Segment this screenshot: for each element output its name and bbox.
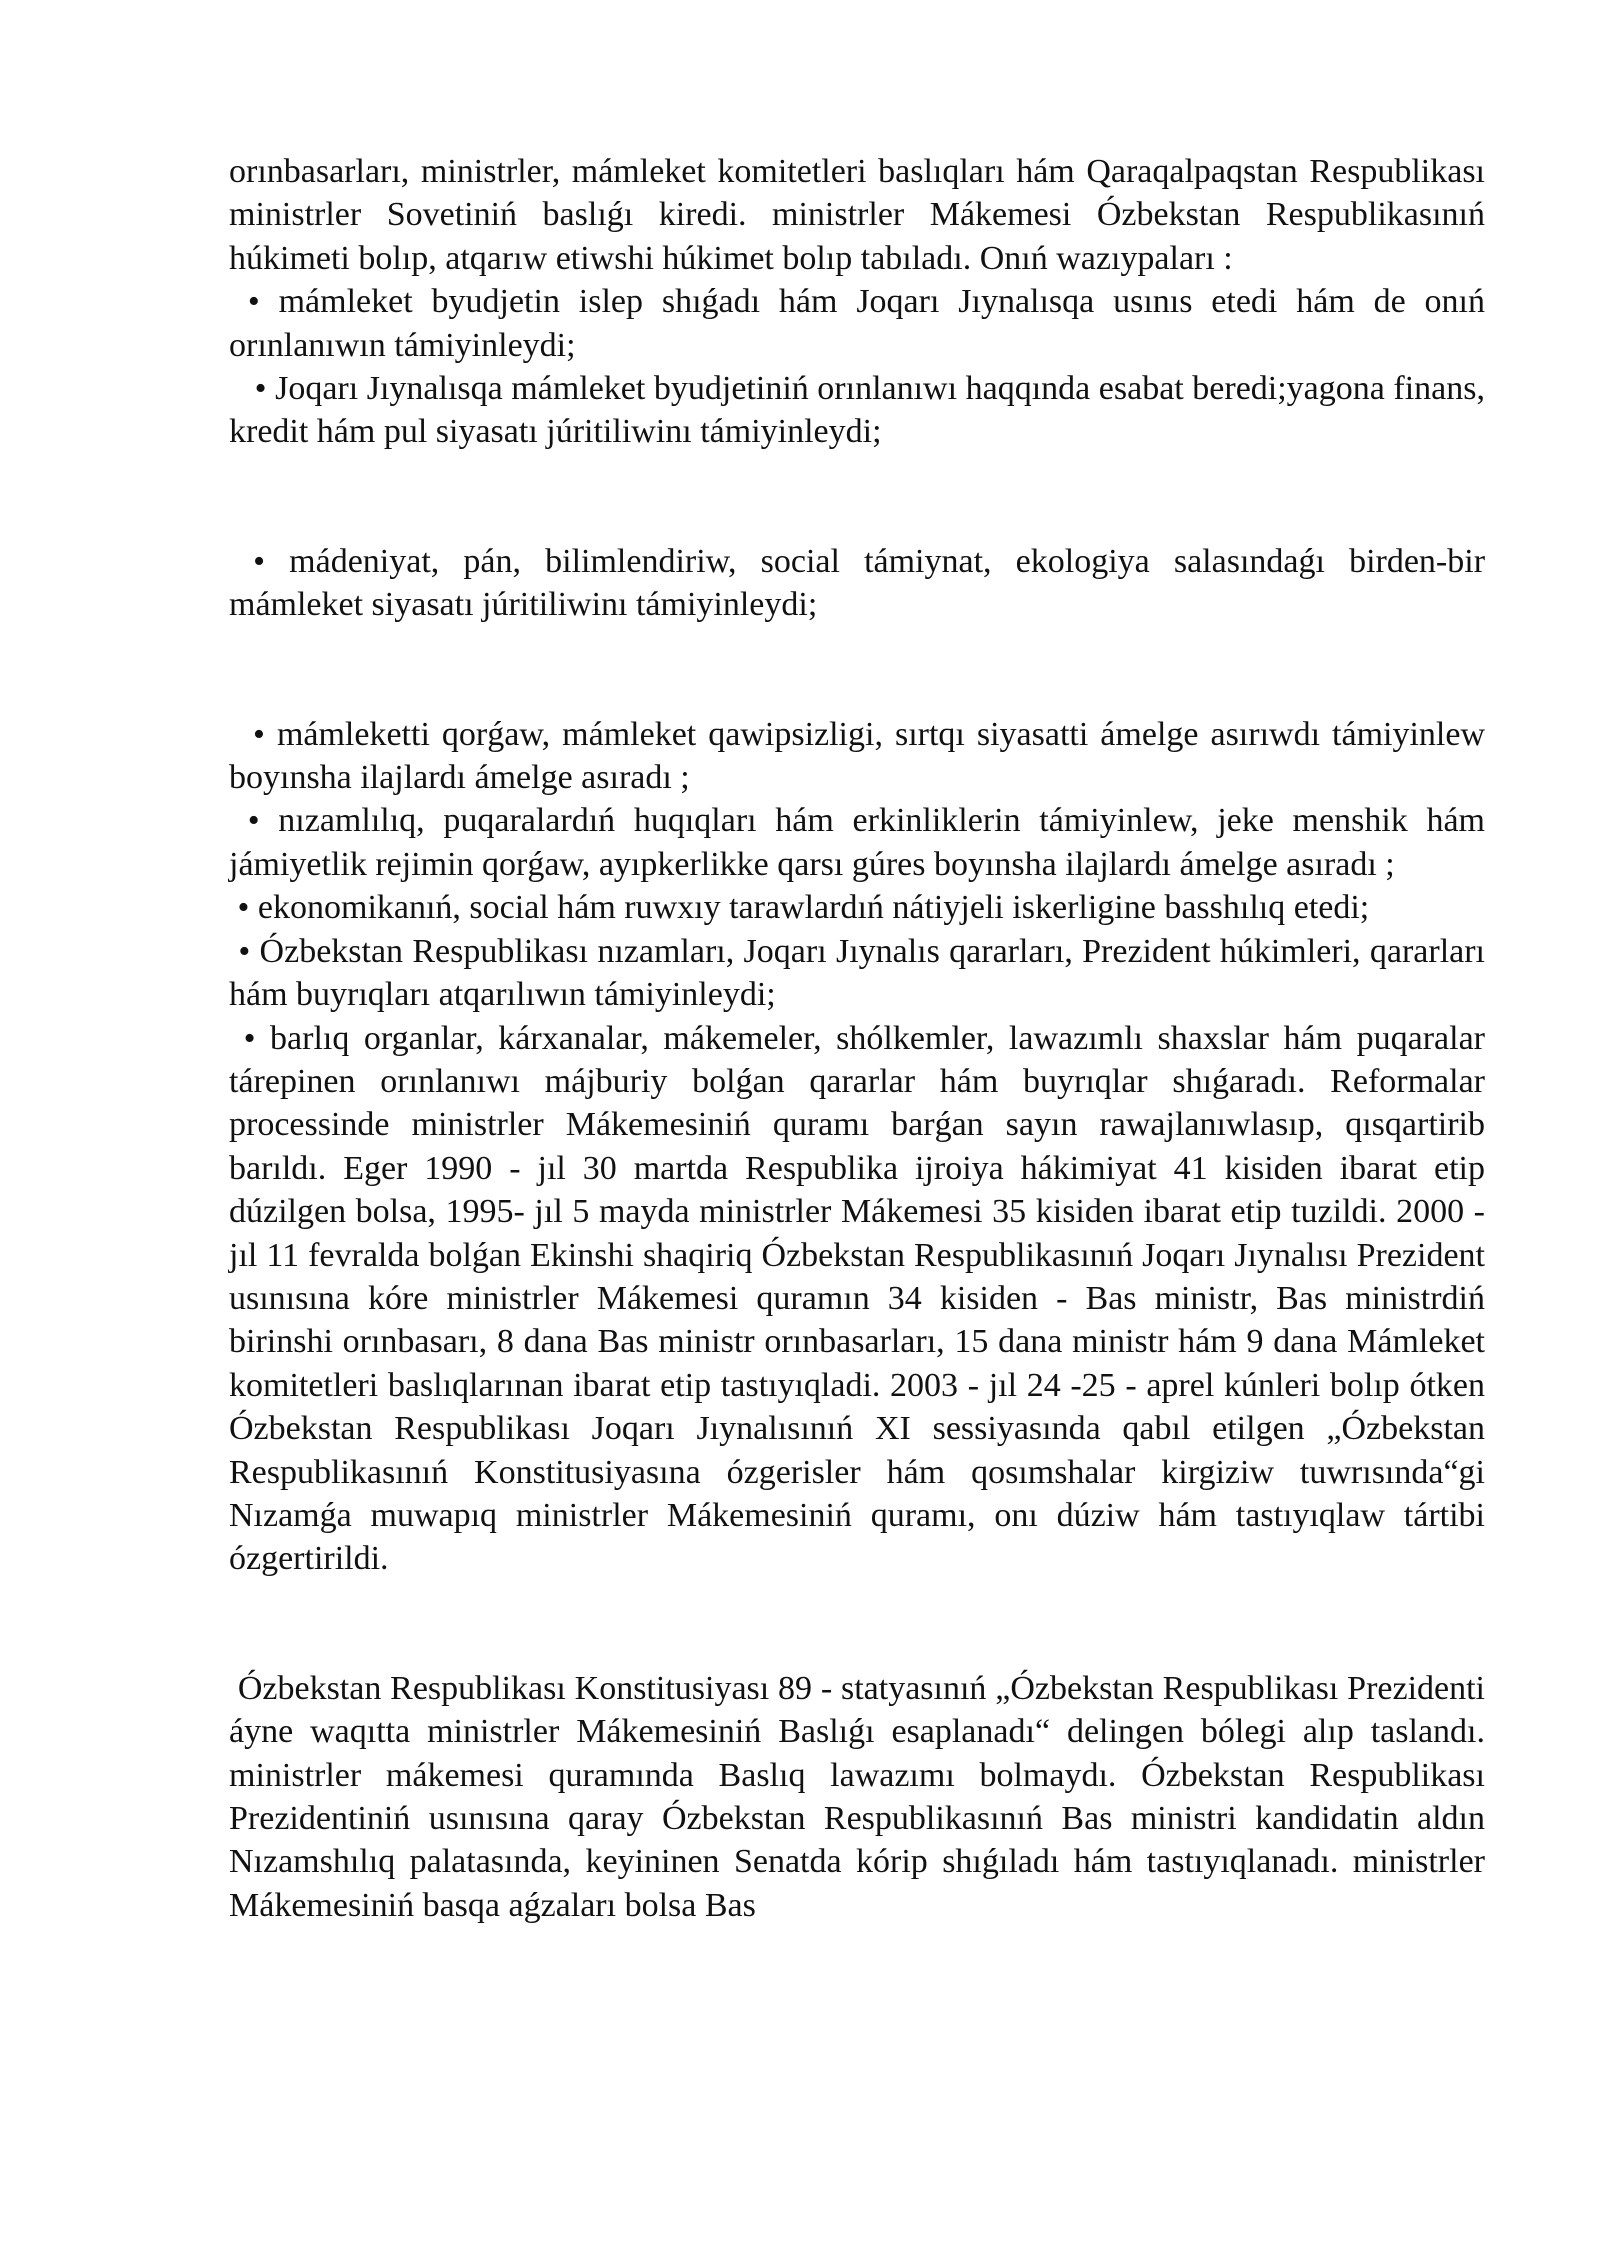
bullet-decrees: • barlıq organlar, kárxanalar, mákemeler, shólkemler, lawazımlı shaxslar hám puqaralar tárepinen orınlanıwı májburiy bolǵan qararlar hám buyrıqlar shıǵaradı. Reformalar processinde ministrler Mákemesiniń quramı barǵan sayın rawajlanıwlasıp, qısqartirib barıldı. Eger 1990 - jıl 30 martda Respublika ijroiya hákimiyat 41 kisiden ibarat etip dúzilgen bolsa, 1995- jıl 5 mayda ministrler Mákemesi 35 kisiden ibarat etip tuzildi. 2000 - jıl 11 fevralda bolǵan Ekinshi shaqiriq Ózbekstan Respublikasınıń Joqarı Jıynalısı Prezident usınısına kóre ministrler Mákemesi quramın 34 kisiden - Bas ministr, Bas ministrdiń birinshi orınbasarı, 8 dana Bas ministr orınbasarları, 15 dana ministr hám 9 dana Mámleket komitetleri baslıqlarınan ibarat etip tastıyıqladi. 2003 - jıl 24 -25 - aprel kúnleri bolıp ótken Ózbekstan Respublikası Joqarı Jıynalısınıń XI sessiyasında qabıl etilgen „Ózbekstan Respublikasınıń Konstitusiyasına ózgerisler hám qosımshalar kirgiziw tuwrısında“gi Nızamǵa muwapıq ministrler Mákemesiniń quramı, onı dúziw hám tastıyıqlaw tártibi ózgertirildi. (229, 1019, 1494, 1578)
bullet-culture: • mádeniyat, pán, bilimlendiriw, social támiynat, ekologiya salasındaǵı birden-bir mámleket siyasatı júritiliwinı támiyinleydi; (229, 542, 1494, 624)
spacer (229, 627, 1485, 713)
document-page (229, 150, 1494, 1927)
bullet-budget-report: • Joqarı Jıynalısqa mámleket byudjetiniń orınlanıwı haqqında esabat beredi;yagona finans, kredit hám pul siyasatı júritiliwinı támiyinleydi; (229, 370, 1494, 451)
bullet-laws: • Ózbekstan Respublikası nızamları, Joqarı Jıynalıs qararları, Prezident húkimleri, qararları hám buyrıqları atqarılıwın támiyinleydi; (229, 932, 1494, 1014)
paragraph-constitution: Ózbekstan Respublikası Konstitusiyası 89 - statyasınıń „Ózbekstan Respublikası Prezidenti áyne waqıtta ministrler Mákemesiniń Baslıǵı esaplanadı“ delingen bólegi alıp taslandı. ministrler mákemesi quramında Baslıq lawazımı bolmaydı. Ózbekstan Respublikası Prezidentiniń usınısına qaray Ózbekstan Respublikasınıń Bas ministri kandidatin aldın Nızamshılıq palatasında, keyininen Senatda kórip shıǵıladı hám tastıyıqlanadı. ministrler Mákemesiniń basqa aǵzaları bolsa Bas (229, 1669, 1494, 1924)
spacer (229, 454, 1485, 540)
spacer (229, 1581, 1485, 1667)
bullet-defense: • mámleketti qorǵaw, mámleket qawipsizligi, sırtqı siyasatti ámelge asırıwdı támiyinlew boyınsha ilajlardı ámelge asıradı ; (229, 715, 1494, 797)
bullet-budget: • mámleket byudjetin islep shıǵadı hám Joqarı Jıynalısqa usınıs etedi hám de onıń orınlanıwın támiyinleydi; (229, 283, 1494, 364)
bullet-economy: • ekonomikanıń, social hám ruwxıy tarawlardıń nátiyjeli iskerligine basshılıq etedi; (229, 889, 1370, 927)
paragraph-intro: orınbasarları, ministrler, mámleket komitetleri baslıqları hám Qaraqalpaqstan Respublikası ministrler Sovetiniń baslıǵı kiredi. ministrler Mákemesi Ózbekstan Respublikasınıń húkimeti bolıp, atqarıw etiwshi húkimet bolıp tabıladı. Onıń wazıypaları : (229, 153, 1494, 277)
bullet-legality: • nızamlılıq, puqaralardıń huqıqları hám erkinliklerin támiyinlew, jeke menshik hám jámiyetlik rejimin qorǵaw, ayıpkerlikke qarsı gúres boyınsha ilajlardı ámelge asıradı ; (229, 802, 1494, 883)
